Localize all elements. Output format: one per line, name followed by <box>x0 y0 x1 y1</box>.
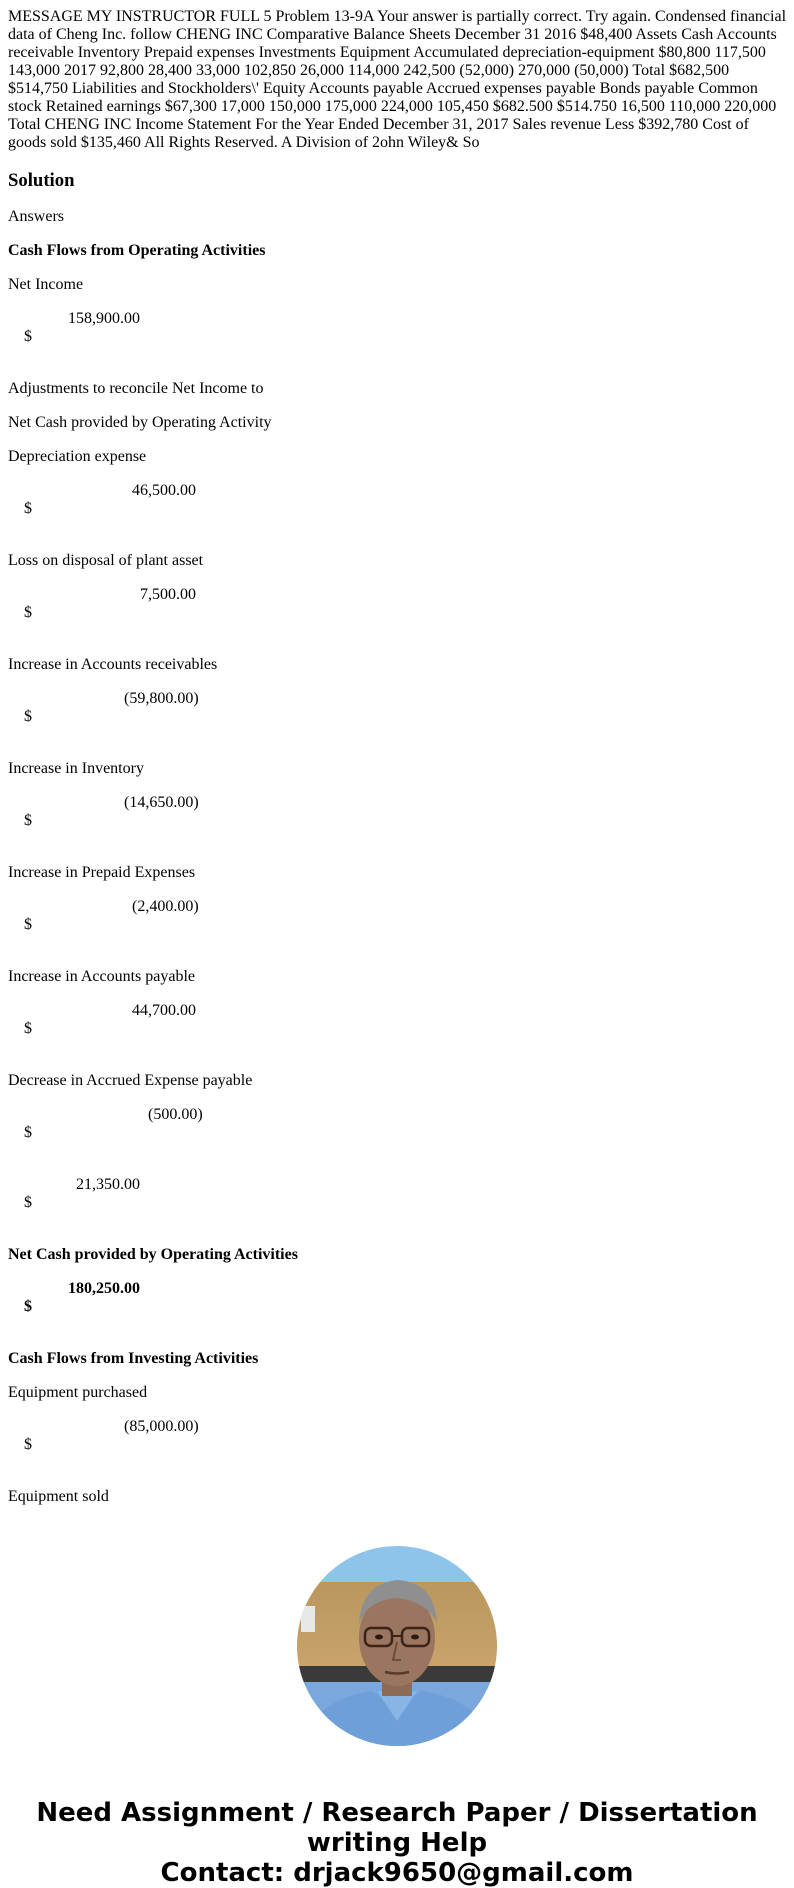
item-label: Increase in Accounts payable <box>8 968 196 985</box>
currency-symbol: $ <box>24 328 32 345</box>
currency-symbol: $ <box>24 708 32 725</box>
item-amount <box>8 1002 786 1056</box>
item-label: Increase in Prepaid Expenses <box>8 864 196 881</box>
item-label: Depreciation expense <box>8 448 147 465</box>
item-label: Loss on disposal of plant asset <box>8 552 204 569</box>
amount-value: (500.00) <box>148 1106 203 1123</box>
net-income-amount <box>8 310 786 364</box>
amount-value: (2,400.00) <box>132 898 199 915</box>
amount-value: 46,500.00 <box>132 482 196 499</box>
amount-value: 7,500.00 <box>140 586 196 603</box>
amount-value: 44,700.00 <box>132 1002 196 1019</box>
item-amount <box>8 586 786 640</box>
banner-line-2: writing Help <box>306 1828 488 1858</box>
currency-symbol: $ <box>24 812 32 829</box>
currency-symbol: $ <box>24 1020 32 1037</box>
contact-banner <box>0 1798 794 1888</box>
amount-value: (14,650.00) <box>124 794 199 811</box>
amount-value: 158,900.00 <box>68 310 140 327</box>
person-photo-icon <box>297 1546 497 1746</box>
total-adjustments-amount <box>8 1176 786 1230</box>
avatar-container <box>0 1546 794 1746</box>
amount-value: 180,250.00 <box>68 1280 140 1297</box>
equipment-sold-label: Equipment sold <box>8 1488 109 1505</box>
amount-value: 21,350.00 <box>76 1176 140 1193</box>
item-amount <box>8 898 786 952</box>
investing-heading: Cash Flows from Investing Activities <box>8 1350 259 1367</box>
item-amount <box>8 794 786 848</box>
currency-symbol: $ <box>24 1124 32 1141</box>
currency-symbol: $ <box>24 604 32 621</box>
item-amount <box>8 1106 786 1160</box>
currency-symbol: $ <box>24 1298 32 1315</box>
net-cash-operating-amount <box>8 1280 786 1334</box>
amount-value: (59,800.00) <box>124 690 199 707</box>
banner-line-1: Need Assignment / Research Paper / Dissertation <box>36 1798 758 1828</box>
item-amount <box>8 690 786 744</box>
operating-heading: Cash Flows from Operating Activities <box>8 242 266 259</box>
net-cash-operating-label: Net Cash provided by Operating Activities <box>8 1246 298 1263</box>
banner-contact-line: Contact: drjack9650@gmail.com <box>160 1858 634 1888</box>
item-label: Increase in Inventory <box>8 760 144 777</box>
currency-symbol: $ <box>24 1436 32 1453</box>
item-amount <box>8 1418 786 1472</box>
adjustments-line-1: Adjustments to reconcile Net Income to <box>8 380 264 397</box>
net-income-label: Net Income <box>8 276 84 293</box>
author-avatar <box>297 1546 497 1746</box>
question-text: MESSAGE MY INSTRUCTOR FULL 5 Problem 13-9A Your answer is partially correct. Try again. Condensed financial data of Cheng Inc. follow CHENG INC Comparative Balance Sheets December 31 2016 $48,400 Assets Cash Accounts receivable Inventory Prepaid expenses Investments Equipment Accumulated depreciation-equipment $80,800 117,500 143,000 2017 92,800 28,400 33,000 102,850 26,000 114,000 242,500 (52,000) 270,000 (50,000) Total $682,500 $514,750 Liabilities and Stockholders\' Equity Accounts payable Accrued expenses payable Bonds payable Common stock Retained earnings $67,300 17,000 150,000 175,000 224,000 105,450 $682.500 $514.750 16,500 110,000 220,000 Total CHENG INC Income Statement For the Year Ended December 31, 2017 Sales revenue Less $392,780 Cost of goods sold $135,460 All Rights Reserved. A Division of 2ohn Wiley& So <box>8 8 787 151</box>
adjustments-line-2: Net Cash provided by Operating Activity <box>8 414 272 431</box>
item-amount <box>8 482 786 536</box>
item-label: Decrease in Accrued Expense payable <box>8 1072 253 1089</box>
item-label: Equipment purchased <box>8 1384 148 1401</box>
currency-symbol: $ <box>24 916 32 933</box>
amount-value: (85,000.00) <box>124 1418 199 1435</box>
item-label: Increase in Accounts receivables <box>8 656 218 673</box>
currency-symbol: $ <box>24 1194 32 1211</box>
answers-label: Answers <box>8 208 64 225</box>
currency-symbol: $ <box>24 500 32 517</box>
solution-title: Solution <box>8 170 75 191</box>
